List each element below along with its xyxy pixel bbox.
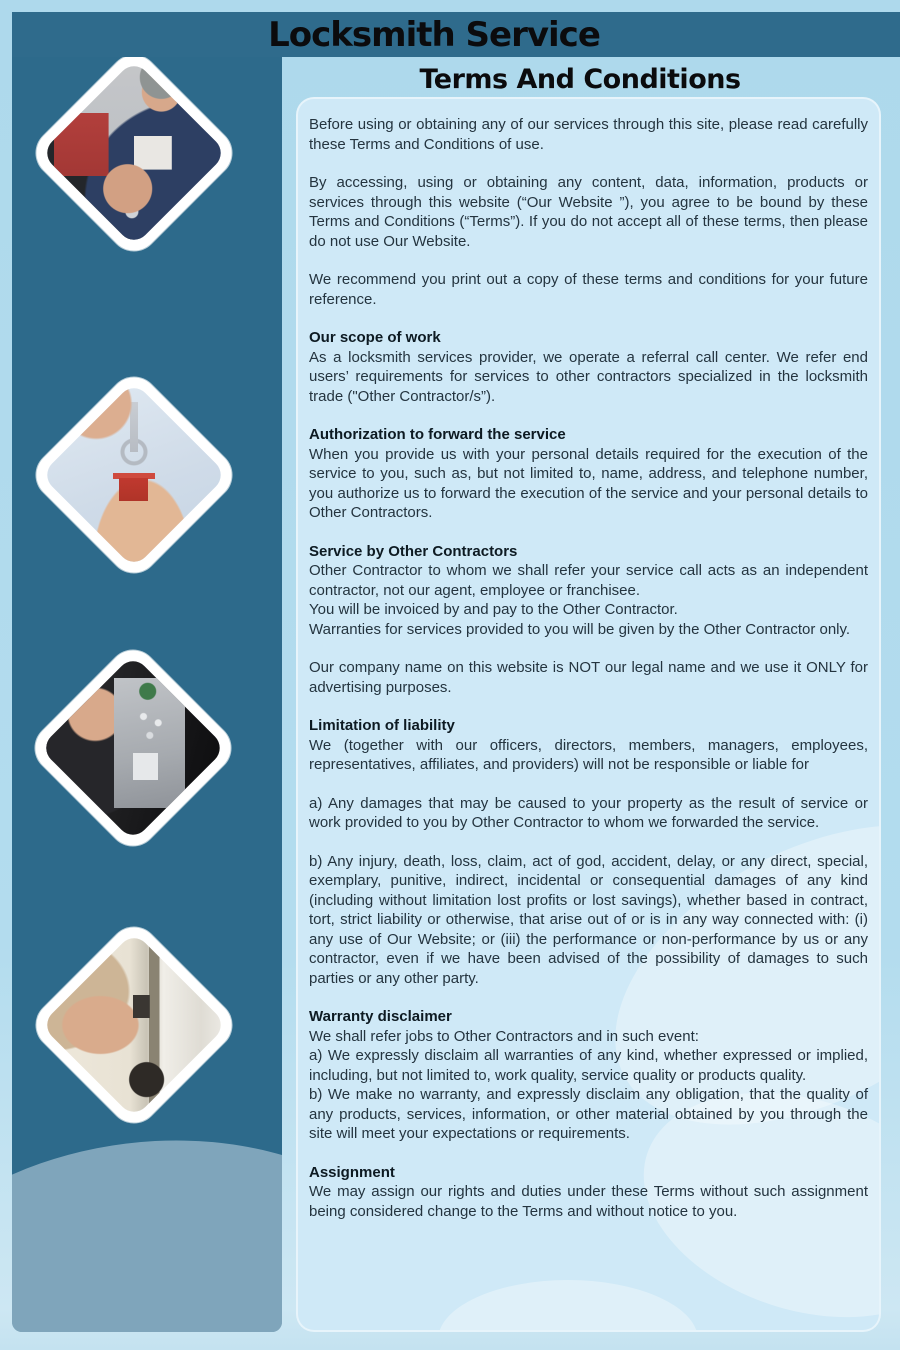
terms-paragraph: Warranties for services provided to you will be given by the Other Contractor only.	[309, 620, 851, 638]
terms-paragraph: When you provide us with your personal details required for the execution of the service to you, such as, but not limited to, name, address, and telephone number, you authorize us to forward the execution of the service and your personal details to Other Contractors.	[309, 445, 868, 521]
section-heading: Assignment	[309, 1163, 395, 1181]
title-band	[12, 12, 900, 57]
terms-paragraph: By accessing, using or obtaining any content, data, information, products or services through this website (“Our Website ”), you agree to be bound by these Terms and Conditions (“Terms”). If you do not accept all of these terms, then please do not use Our Website.	[309, 174, 868, 250]
terms-paragraph: You will be invoiced by and pay to the Other Contractor.	[309, 601, 678, 618]
terms-paragraph: We shall refer jobs to Other Contractors and in such event:	[309, 1027, 699, 1045]
terms-paragraph: Before using or obtaining any of our services through this site, please read carefully these Terms and Conditions of use.	[309, 116, 868, 153]
section-heading: Limitation of liability	[309, 717, 455, 734]
terms-paragraph: a) Any damages that may be caused to your property as the result of service or work provided to you by Other Contractor to whom we forwarded the service.	[309, 794, 868, 831]
terms-panel	[296, 97, 881, 1332]
section-heading: Service by Other Contractors	[309, 542, 518, 560]
terms-paragraph: a) We expressly disclaim all warranties of any kind, whether expressed or implied, including, but not limited to, work quality, service quality or products quality.	[309, 1047, 868, 1084]
terms-paragraph: We recommend you print out a copy of these terms and conditions for your future reference.	[309, 271, 868, 308]
terms-paragraph: b) Any injury, death, loss, claim, act of god, accident, delay, or any direct, special, exemplary, punitive, indirect, incidental or consequential damages of any kind (including without limitation lost profits or lost savings), whether based in contract, tort, strict liability or otherwise, that arise out of or is in any way connected with: (i) any use of Our Website; or (iii) the performance or non-performance by us or any contractor, even if we have been advised of the possibility of damages to such parties or any other party.	[309, 852, 868, 987]
terms-paragraph: Our company name on this website is NOT our legal name and we use it ONLY for advertising purposes.	[309, 659, 868, 696]
section-heading: Authorization to forward the service	[309, 426, 566, 443]
terms-paragraph: As a locksmith services provider, we operate a referral call center. We refer end users’ requirements for services to other contractors specialized in the locksmith trade ("Other Contractor/s”).	[309, 348, 868, 405]
section-heading: Our scope of work	[309, 329, 441, 346]
terms-text	[309, 115, 868, 1221]
sidebar-corner-blob	[12, 1107, 282, 1332]
panel-decor-blob	[438, 1280, 698, 1332]
section-heading: Warranty disclaimer	[309, 1008, 452, 1025]
terms-paragraph: Other Contractor to whom we shall refer your service call acts as an independent contractor, not our agent, employee or franchisee.	[309, 562, 868, 599]
page-subtitle: Terms And Conditions	[419, 64, 741, 95]
terms-paragraph: b) We make no warranty, and expressly disclaim any obligation, that the quality of any products, services, information, or other material obtained by you through the site will meet your expectations or requirements.	[309, 1086, 868, 1142]
terms-paragraph: We may assign our rights and duties under these Terms without such assignment being considered change to the Terms and without notice to you.	[309, 1183, 868, 1220]
terms-paragraph: We (together with our officers, directors, members, managers, employees, representatives, affiliates, and providers) will not be responsible or liable for	[309, 736, 868, 773]
page-title: Locksmith Service	[268, 14, 600, 55]
